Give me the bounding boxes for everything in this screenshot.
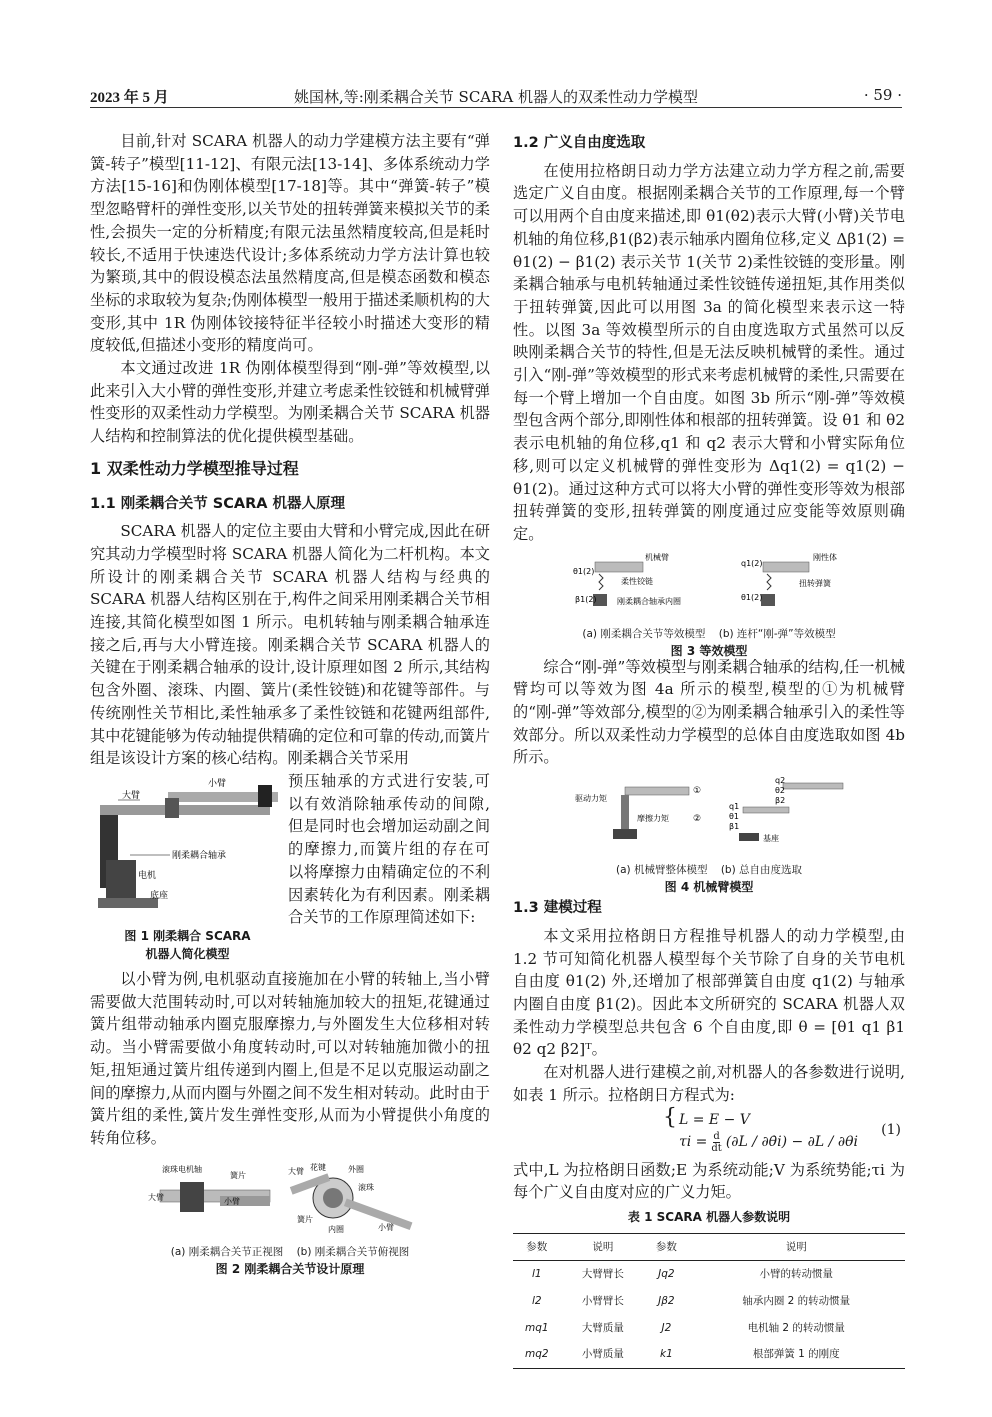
- table-row: [513, 1341, 905, 1368]
- fig2a-label-spring: 簧片: [230, 1170, 246, 1180]
- figure-1-drawing: [90, 770, 285, 920]
- table-cell: 大臂质量: [581, 1321, 624, 1334]
- table-cell: Jβ2: [658, 1295, 675, 1308]
- fig4b-label-beta2: β2: [775, 796, 786, 806]
- fig2b-label-spring: 簧片: [297, 1214, 313, 1224]
- fig4b-label-q2: q2: [775, 777, 786, 786]
- fig2a-label-shaft: 滚珠电机轴: [162, 1164, 202, 1174]
- equation-number: (1): [881, 1121, 901, 1138]
- left-column: [90, 130, 490, 1277]
- equation-d: d: [713, 1130, 720, 1142]
- fig4b-label-base: 基座: [763, 834, 779, 844]
- equation-derivative: [711, 1131, 721, 1154]
- fig3b-label-theta: θ1(2): [741, 592, 763, 602]
- header-page-number: · 59 ·: [863, 86, 902, 104]
- figure-1-block: [90, 770, 490, 962]
- header-date: 2023 年 5 月: [90, 90, 169, 106]
- equation-rhs: (∂L / ∂θ̇i) − ∂L / ∂θi: [725, 1133, 858, 1150]
- running-header: [90, 86, 902, 108]
- fig4b-label-theta1: θ1: [729, 812, 739, 822]
- table-1-caption: 表 1 SCARA 机器人参数说明: [627, 1209, 791, 1224]
- fig1-label-small-arm: 小臂: [208, 778, 227, 789]
- table-cell: 小臂的转动惯量: [759, 1268, 834, 1281]
- table-cell: 电机轴 2 的转动惯量: [747, 1321, 845, 1334]
- fig2b-label-ball: 滚珠: [358, 1182, 374, 1192]
- fig1-label-bearing: 刚柔耦合轴承: [172, 850, 227, 861]
- table-cell: mq2: [513, 1341, 561, 1368]
- section-1-heading: 1 双柔性动力学模型推导过程: [90, 458, 299, 478]
- table-cell: 小臂质量: [561, 1341, 646, 1368]
- table-cell: k1: [645, 1341, 687, 1368]
- paragraph-intro: 目前,针对 SCARA 机器人的动力学建模方法主要有“弹簧-转子”模型[11-12]、有限元法[13-14]、多体系统动力学方法[15-16]和伪刚体模型[17-18]等。其中“弹簧-转子”模型忽略臂杆的弹性变形,以关节处的扭转弹簧来模拟关节的柔性,会损失一定的分析精度;有限元法虽然精度较高,但是耗时较长,不适用于快速迭代设计;多体系统动力学方法计算也较为繁琐,其中的假设模态法虽然精度高,但是模态函数和模态坐标的求取较为复杂;伪刚体模型一般用于描述柔顺机构的大变形,其中 1R 伪刚体铰接特征半径较小时描述大变形的精度较低,但描述小变形的精度尚可。: [90, 132, 490, 355]
- paragraph-equation-explanation: 式中,L 为拉格朗日函数;E 为系统动能;V 为系统势能;τi 为每个广义自由度对应的广义力矩。: [513, 1160, 905, 1202]
- figure-4-subcaptions: [513, 862, 905, 878]
- fig2b-label-spline: 花键: [310, 1162, 326, 1172]
- table-cell: mq1: [524, 1321, 549, 1334]
- figure-2-caption: 图 2 刚柔耦合关节设计原理: [215, 1262, 365, 1277]
- paragraph-parameters: 在对机器人进行建模之前,对机器人的各参数进行说明,如表 1 所示。拉格朗日方程式为:: [513, 1063, 905, 1104]
- section-1-2-heading: 1.2 广义自由度选取: [513, 135, 646, 151]
- equation-brace: {: [663, 1104, 677, 1130]
- equation-line-1: L = E − V: [679, 1111, 750, 1128]
- table-header-row: [513, 1233, 905, 1261]
- fig2b-label-inner-ring: 内圈: [328, 1224, 344, 1234]
- paragraph-installation: 预压轴承的方式进行安装,可以有效消除轴承传动的间隙,但是同时也会增加运动副之间的摩擦力,而簧片组的存在可以将摩擦力由精确定位的不利因素转化为有利因素。刚柔耦合关节的工作原理简述如下:: [288, 771, 490, 927]
- fig3b-label-q: q1(2): [741, 558, 763, 568]
- table-cell: l1: [531, 1268, 542, 1281]
- fig3b-label-rigid: 刚性体: [813, 552, 837, 562]
- table-cell: J2: [661, 1321, 672, 1334]
- figure-1-caption-line1: 图 1 刚柔耦合 SCARA: [124, 928, 251, 943]
- figure-4-drawing: [513, 777, 905, 855]
- paragraph-modeling: 本文采用拉格朗日方程推导机器人的动力学模型,由 1.2 节可知简化机器人模型每个关节除了自身的关节电机自由度 θ1(2) 外,还增加了根部弹簧自由度 q1(2) 与轴承内圈自由度 β1(2)。因此本文所研究的 SCARA 机器人双柔性动力学模型总共包含 6 个自由度,即 θ = [θ1 q1 β1 θ2 q2 β2]ᵀ。: [513, 926, 905, 1059]
- table-header-cell: 说明: [688, 1233, 905, 1261]
- figure-3-drawing: [513, 552, 905, 620]
- fig1-label-motor: 电机: [138, 870, 157, 881]
- fig2b-label-small-arm: 小臂: [378, 1222, 394, 1232]
- figure-1-caption-line2: 机器人简化模型: [145, 946, 230, 961]
- table-row: [513, 1288, 905, 1315]
- figure-3-caption: 图 3 等效模型: [670, 644, 748, 659]
- figure-2-drawing: [90, 1160, 490, 1238]
- figure-3: [513, 552, 905, 659]
- section-1-1-heading: 1.1 刚柔耦合关节 SCARA 机器人原理: [90, 495, 346, 512]
- paragraph-dof-selection: 在使用拉格朗日动力学方法建立动力学方程之前,需要选定广义自由度。根据刚柔耦合关节的工作原理,每一个臂可以用两个自由度来描述,即 θ1(θ2)表示大臂(小臂)关节电机轴的角位移,β1(β2)表示轴承内圈角位移,定义 Δβ1(2) = θ1(2) − β1(2) 表示关节 1(关节 2)柔性铰链的变形量。刚柔耦合轴承与电机转轴通过柔性铰链传递扭矩,其作用类似于扭转弹簧,因此可以用图 3a 的简化模型来表示这一特性。以图 3a 等效模型所示的自由度选取方式虽然可以反映刚柔耦合关节的特性,但是无法反映机械臂的柔性。通过引入“刚-弹”等效模型的形式来考虑机械臂的柔性,只需要在每一个臂上增加一个自由度。如图 3b 所示“刚-弹”等效模型包含两个部分,即刚性体和根部的扭转弹簧。设 θ1 和 θ2 表示电机轴的角位移,q1 和 q2 表示大臂和小臂实际角位移,则可以定义机械臂的弹性变形为 Δq1(2) = q1(2) − θ1(2)。通过这种方式可以将大小臂的弹性变形等效为根部扭转弹簧的变形,扭转弹簧的刚度通过应变能等效原则确定。: [513, 161, 905, 543]
- figure-2b-subcaption: (b) 刚柔耦合关节俯视图: [296, 1246, 410, 1259]
- table-1: [513, 1233, 905, 1370]
- equation-1: [513, 1104, 905, 1159]
- figure-3b-subcaption: (b) 连杆“刚-弹”等效模型: [718, 628, 836, 641]
- fig3a-label-theta: θ1(2): [573, 566, 595, 576]
- fig4b-label-q1: q1: [729, 802, 740, 812]
- figure-4b-subcaption: (b) 总自由度选取: [720, 863, 803, 876]
- paragraph-principle: SCARA 机器人的定位主要由大臂和小臂完成,因此在研究其动力学模型时将 SCARA 机器人简化为二杆机构。本文所设计的刚柔耦合关节 SCARA 机器人结构与经典的 SCARA 机器人结构区别在于,构件之间采用刚柔耦合关节相连接,其简化模型如图 1 所示。电机转轴与刚柔耦合轴承连接之后,再与大小臂连接。刚柔耦合关节 SCARA 机器人的关键在于刚柔耦合轴承的设计,设计原理如图 2 所示,其结构包含外圈、滚珠、内圈、簧片(柔性铰链)和花键等部件。与传统刚性关节相比,柔性轴承多了柔性铰链和花键两组部件,其中花键能够为传动轴提供精确的定位和可靠的传动,而簧片组是该设计方案的核心结构。刚柔耦合关节采用: [90, 522, 490, 768]
- equation-line-2: [679, 1131, 858, 1154]
- figure-3a-subcaption: (a) 刚柔耦合关节等效模型: [582, 628, 706, 641]
- fig3a-label-beta: β1(2): [575, 594, 597, 604]
- table-header-cell: 参数: [513, 1233, 561, 1261]
- section-1-3-heading: 1.3 建模过程: [513, 900, 602, 917]
- table-row: [513, 1261, 905, 1288]
- table-cell: l2: [531, 1295, 542, 1308]
- figure-4: [513, 777, 905, 894]
- fig3a-label-inner-ring: 刚柔耦合轴承内圈: [617, 596, 681, 606]
- fig4a-label-part2: ②: [693, 814, 702, 825]
- table-row: [513, 1315, 905, 1342]
- paragraph-working-principle: 以小臂为例,电机驱动直接施加在小臂的转轴上,当小臂需要做大范围转动时,可以对转轴施加较大的扭矩,花键通过簧片组带动轴承内圈克服摩擦力,与外圈发生大位移相对转动。当小臂需要做小角度转动时,可以对转轴施加微小的扭矩,扭矩通过簧片组传递到内圈上,但是不足以克服运动副之间的摩擦力,从而内圈与外圈之间不发生相对转动。此时由于簧片组的柔性,簧片发生弹性变形,从而为小臂提供小角度的转角位移。: [90, 969, 490, 1147]
- fig4b-label-theta2: θ2: [775, 786, 785, 796]
- figure-2-subcaptions: [90, 1244, 490, 1260]
- table-header-cell: 说明: [561, 1233, 646, 1261]
- fig3a-label-hinge: 柔性铰链: [621, 576, 653, 586]
- fig1-label-big-arm: 大臂: [122, 790, 141, 801]
- figure-3-subcaptions: [513, 626, 905, 642]
- table-cell: 小臂臂长: [581, 1295, 624, 1308]
- paragraph-arm-model: 综合“刚-弹”等效模型与刚柔耦合轴承的结构,任一机械臂均可以等效为图 4a 所示的模型,模型的①为机械臂的“刚-弹”等效部分,模型的②为刚柔耦合轴承引入的柔性等效部分。所以双柔性动力学模型的总体自由度选取如图 4b 所示。: [513, 657, 905, 767]
- table-cell: 轴承内圈 2 的转动惯量: [742, 1295, 851, 1308]
- equation-dt: dt: [711, 1142, 722, 1154]
- figure-2: [90, 1160, 490, 1277]
- table-cell: 大臂臂长: [581, 1268, 624, 1281]
- table-cell: Jq2: [658, 1268, 675, 1281]
- table-header-cell: 参数: [645, 1233, 687, 1261]
- equation-lhs: τi =: [679, 1133, 708, 1150]
- fig2a-label-big-arm: 大臂: [148, 1192, 164, 1202]
- header-title: 姚国林,等:刚柔耦合关节 SCARA 机器人的双柔性动力学模型: [293, 88, 699, 106]
- fig2b-label-big-arm: 大臂: [288, 1166, 304, 1176]
- fig4a-label-part1: ①: [693, 786, 702, 797]
- table-cell: 根部弹簧 1 的刚度: [688, 1341, 905, 1368]
- fig3a-label-arm: 机械臂: [645, 552, 669, 562]
- fig1-label-base: 底座: [150, 890, 169, 901]
- figure-1: [90, 770, 285, 962]
- right-column: [513, 130, 905, 1369]
- fig3b-label-spring: 扭转弹簧: [799, 578, 831, 588]
- fig2b-label-outer-ring: 外圈: [348, 1164, 364, 1174]
- paragraph-contribution: 本文通过改进 1R 伪刚体模型得到“刚-弹”等效模型,以此来引入大小臂的弹性变形,并建立考虑柔性铰链和机械臂弹性变形的双柔性动力学模型。为刚柔耦合关节 SCARA 机器人结构和控制算法的优化提供模型基础。: [90, 359, 490, 446]
- fig4b-label-beta1: β1: [729, 822, 740, 832]
- figure-2a-subcaption: (a) 刚柔耦合关节正视图: [170, 1246, 284, 1259]
- fig4a-label-friction: 摩擦力矩: [637, 814, 669, 824]
- fig2a-label-small-arm: 小臂: [224, 1196, 240, 1206]
- figure-4a-subcaption: (a) 机械臂整体模型: [615, 863, 708, 876]
- fig4a-label-drive-torque: 驱动力矩: [575, 794, 607, 804]
- figure-4-caption: 图 4 机械臂模型: [664, 879, 754, 894]
- paragraph-wrap-right: [288, 770, 490, 929]
